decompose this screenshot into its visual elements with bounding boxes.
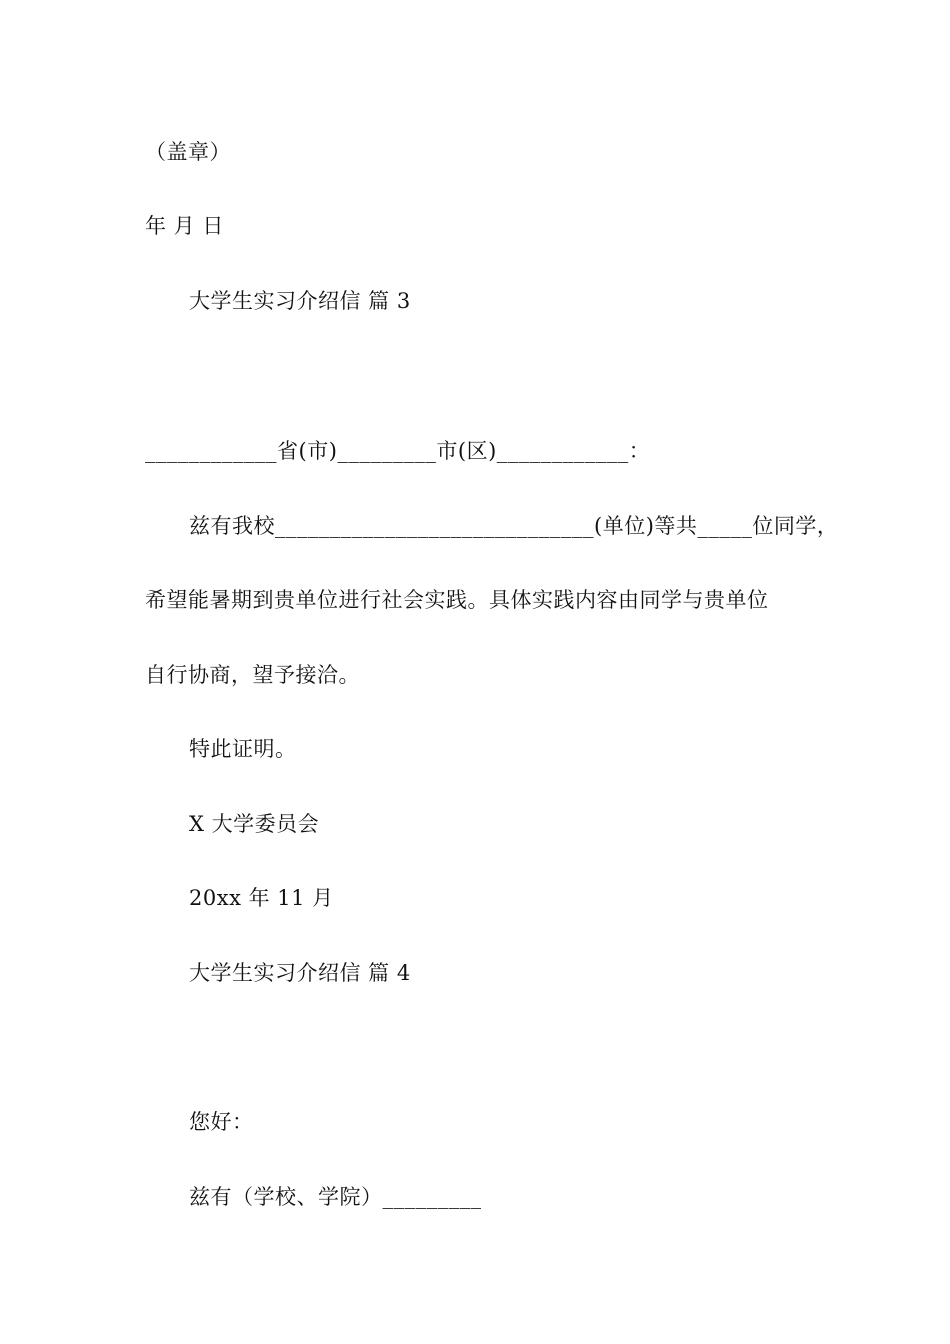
- certify-text: 特此证明。: [189, 737, 297, 761]
- section-heading-3: 大学生实习介绍信 篇 3: [189, 289, 411, 313]
- body-paragraph-line-1: 兹有我校_____________________________(单位)等共_____位同学，: [189, 514, 839, 538]
- body-paragraph-line-2: 希望能暑期到贵单位进行社会实践。具体实践内容由同学与贵单位: [145, 588, 769, 612]
- seal-note: （盖章）: [145, 140, 231, 164]
- section-heading-4: 大学生实习介绍信 篇 4: [189, 961, 411, 985]
- issue-date: 20xx 年 11 月: [189, 886, 334, 910]
- issuer-name: X 大学委员会: [189, 812, 320, 836]
- body-paragraph-line-4: 兹有（学校、学院）_________: [189, 1185, 482, 1209]
- greeting: 您好：: [189, 1110, 254, 1134]
- date-placeholder: 年 月 日: [145, 214, 224, 238]
- body-paragraph-line-3: 自行协商，望予接洽。: [145, 663, 360, 687]
- address-line: ____________省(市)_________市(区)____________：: [145, 439, 651, 463]
